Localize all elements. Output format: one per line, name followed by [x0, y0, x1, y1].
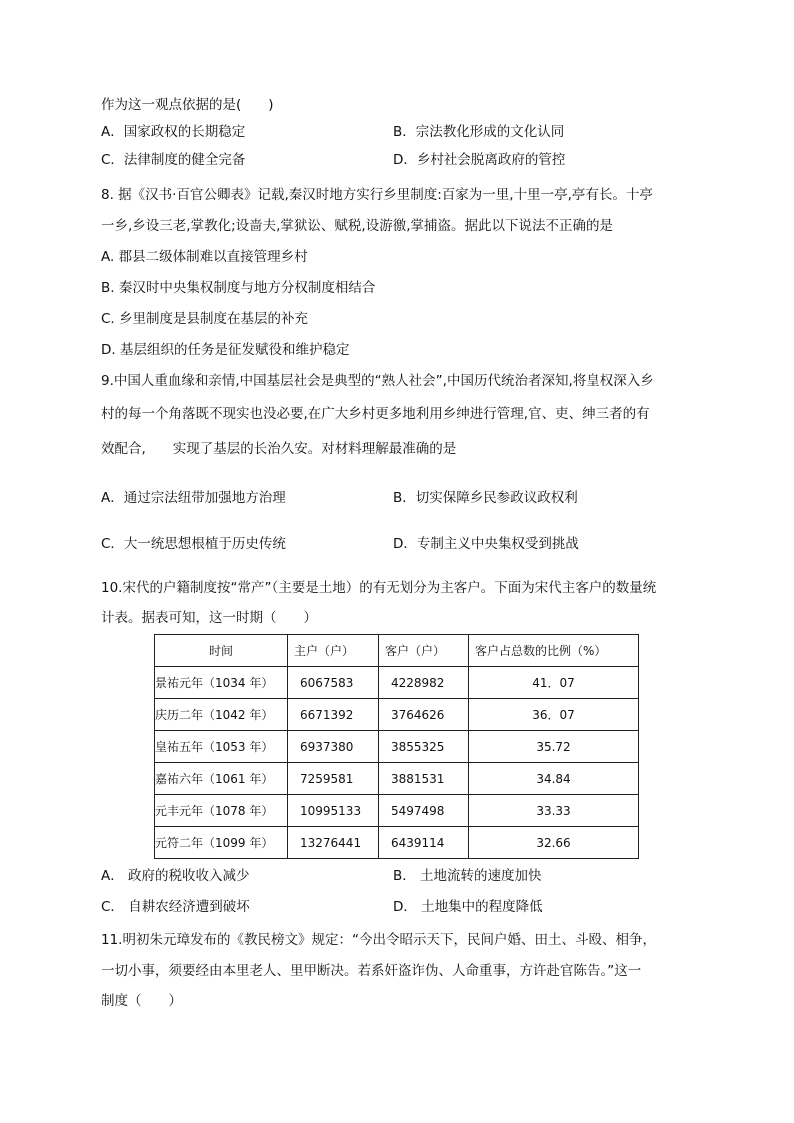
q10-option-a: A． 政府的税收收入减少 [101, 868, 250, 884]
q10-option-b: B． 土地流转的速度加快 [393, 868, 542, 884]
table-row [155, 795, 639, 827]
cell-main: 6937380 [288, 731, 379, 763]
q7-option-b: B．宗法教化形成的文化认同 [393, 124, 565, 140]
q11-stem-line3: 制度（ ） [101, 993, 182, 1009]
q8-stem-line2: 一乡,乡设三老,掌教化;设啬夫,掌狱讼、赋税,设游徼,掌捕盗。据此以下说法不正确的是 [101, 218, 614, 234]
cell-main: 6067583 [288, 667, 379, 699]
cell-ratio: 32.66 [469, 827, 639, 859]
q11-stem-line2: 一切小事，须要经由本里老人、里甲断决。若系奸盗诈伪、人命重事，方许赴官陈告。”这一 [101, 963, 642, 979]
q8-option-a: A. 郡县二级体制难以直接管理乡村 [101, 249, 308, 265]
cell-guest: 3855325 [379, 731, 469, 763]
cell-guest: 4228982 [379, 667, 469, 699]
cell-time: 嘉祐六年（1061 年） [155, 763, 288, 795]
cell-guest: 6439114 [379, 827, 469, 859]
table-row [155, 667, 639, 699]
q9-option-a: A．通过宗法纽带加强地方治理 [101, 490, 286, 506]
q11-stem-line1: 11.明初朱元璋发布的《教民榜文》规定：“今出令昭示天下，民间户婚、田土、斗殴、相争， [101, 932, 656, 948]
q10-stem-line1: 10.宋代的户籍制度按“常产”（主要是土地）的有无划分为主客户。下面为宋代主客户的数量统 [101, 580, 657, 596]
q7-option-c: C．法律制度的健全完备 [101, 152, 246, 168]
table-row [155, 731, 639, 763]
cell-ratio: 41．07 [469, 667, 639, 699]
cell-main: 10995133 [288, 795, 379, 827]
col-header-guest-households: 客户（户） [379, 635, 469, 667]
cell-time: 元符二年（1099 年） [155, 827, 288, 859]
table-header-row [155, 635, 639, 667]
cell-main: 6671392 [288, 699, 379, 731]
table-row [155, 763, 639, 795]
q8-stem-line1: 8. 据《汉书·百官公卿表》记载,秦汉时地方实行乡里制度:百家为一里,十里一亭,亭有长。十亭 [101, 187, 653, 203]
q9-stem-line2: 村的每一个角落既不现实也没必要,在广大乡村更多地利用乡绅进行管理,官、吏、绅三者的有 [101, 406, 650, 422]
cell-ratio: 33.33 [469, 795, 639, 827]
cell-main: 13276441 [288, 827, 379, 859]
q10-stem-line2: 计表。据表可知，这一时期（ ） [101, 610, 317, 626]
q8-option-b: B. 秦汉时中央集权制度与地方分权制度相结合 [101, 280, 376, 296]
cell-main: 7259581 [288, 763, 379, 795]
q9-stem-line3: 效配合, 实现了基层的长治久安。对材料理解最准确的是 [101, 441, 457, 457]
cell-guest: 3881531 [379, 763, 469, 795]
q7-stem-tail: 作为这一观点依据的是( ) [101, 97, 274, 113]
q9-option-b: B．切实保障乡民参政议政权利 [393, 490, 578, 506]
q7-option-a: A．国家政权的长期稳定 [101, 124, 246, 140]
cell-time: 皇祐五年（1053 年） [155, 731, 288, 763]
cell-guest: 5497498 [379, 795, 469, 827]
table-row [155, 699, 639, 731]
col-header-guest-ratio: 客户占总数的比例（%） [469, 635, 639, 667]
cell-guest: 3764626 [379, 699, 469, 731]
cell-ratio: 34.84 [469, 763, 639, 795]
table-row [155, 827, 639, 859]
q10-option-d: D． 土地集中的程度降低 [393, 899, 543, 915]
q9-option-c: C．大一统思想根植于历史传统 [101, 536, 286, 552]
q8-option-c: C. 乡里制度是县制度在基层的补充 [101, 311, 309, 327]
cell-ratio: 36．07 [469, 699, 639, 731]
q9-option-d: D．专制主义中央集权受到挑战 [393, 536, 579, 552]
q7-option-d: D．乡村社会脱离政府的管控 [393, 152, 566, 168]
household-table [154, 634, 639, 859]
q8-option-d: D. 基层组织的任务是征发赋役和维护稳定 [101, 342, 350, 358]
cell-time: 庆历二年（1042 年） [155, 699, 288, 731]
cell-ratio: 35.72 [469, 731, 639, 763]
col-header-time: 时间 [155, 635, 288, 667]
cell-time: 景祐元年（1034 年） [155, 667, 288, 699]
cell-time: 元丰元年（1078 年） [155, 795, 288, 827]
q9-stem-line1: 9.中国人重血缘和亲情,中国基层社会是典型的“熟人社会”,中国历代统治者深知,将皇权深入乡 [101, 373, 654, 389]
q10-option-c: C． 自耕农经济遭到破坏 [101, 899, 250, 915]
col-header-main-households: 主户（户） [288, 635, 379, 667]
